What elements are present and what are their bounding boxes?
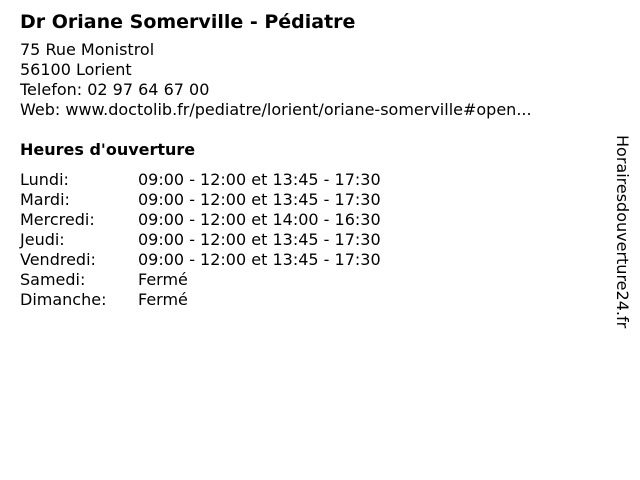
hours-row-mercredi	[20, 210, 600, 230]
day-label: Mardi:	[20, 190, 70, 209]
phone-number: Telefon: 02 97 64 67 00	[20, 80, 210, 99]
day-label: Jeudi:	[20, 230, 65, 249]
site-watermark: Horairesdouverture24.fr	[613, 135, 632, 329]
hours-row-vendredi	[20, 250, 600, 270]
hours-row-dimanche	[20, 290, 600, 310]
hours-row-lundi	[20, 170, 600, 190]
day-label: Mercredi:	[20, 210, 95, 229]
time-value: 09:00 - 12:00 et 14:00 - 16:30	[138, 210, 381, 229]
hours-row-samedi	[20, 270, 600, 290]
time-value: 09:00 - 12:00 et 13:45 - 17:30	[138, 170, 381, 189]
time-value: 09:00 - 12:00 et 13:45 - 17:30	[138, 250, 381, 269]
address-line-1: 75 Rue Monistrol	[20, 40, 155, 59]
time-value: Fermé	[138, 290, 188, 309]
opening-hours-heading: Heures d'ouverture	[20, 140, 196, 159]
address-line-2: 56100 Lorient	[20, 60, 132, 79]
day-label: Dimanche:	[20, 290, 107, 309]
day-label: Vendredi:	[20, 250, 96, 269]
time-value: 09:00 - 12:00 et 13:45 - 17:30	[138, 190, 381, 209]
page-title: Dr Oriane Somerville - Pédiatre	[20, 11, 356, 33]
website-link[interactable]: Web: www.doctolib.fr/pediatre/lorient/oriane-somerville#open...	[20, 100, 532, 119]
day-label: Lundi:	[20, 170, 69, 189]
hours-row-mardi	[20, 190, 600, 210]
time-value: Fermé	[138, 270, 188, 289]
time-value: 09:00 - 12:00 et 13:45 - 17:30	[138, 230, 381, 249]
opening-hours-table	[20, 170, 600, 310]
day-label: Samedi:	[20, 270, 86, 289]
hours-row-jeudi	[20, 230, 600, 250]
doctor-card	[20, 8, 600, 310]
